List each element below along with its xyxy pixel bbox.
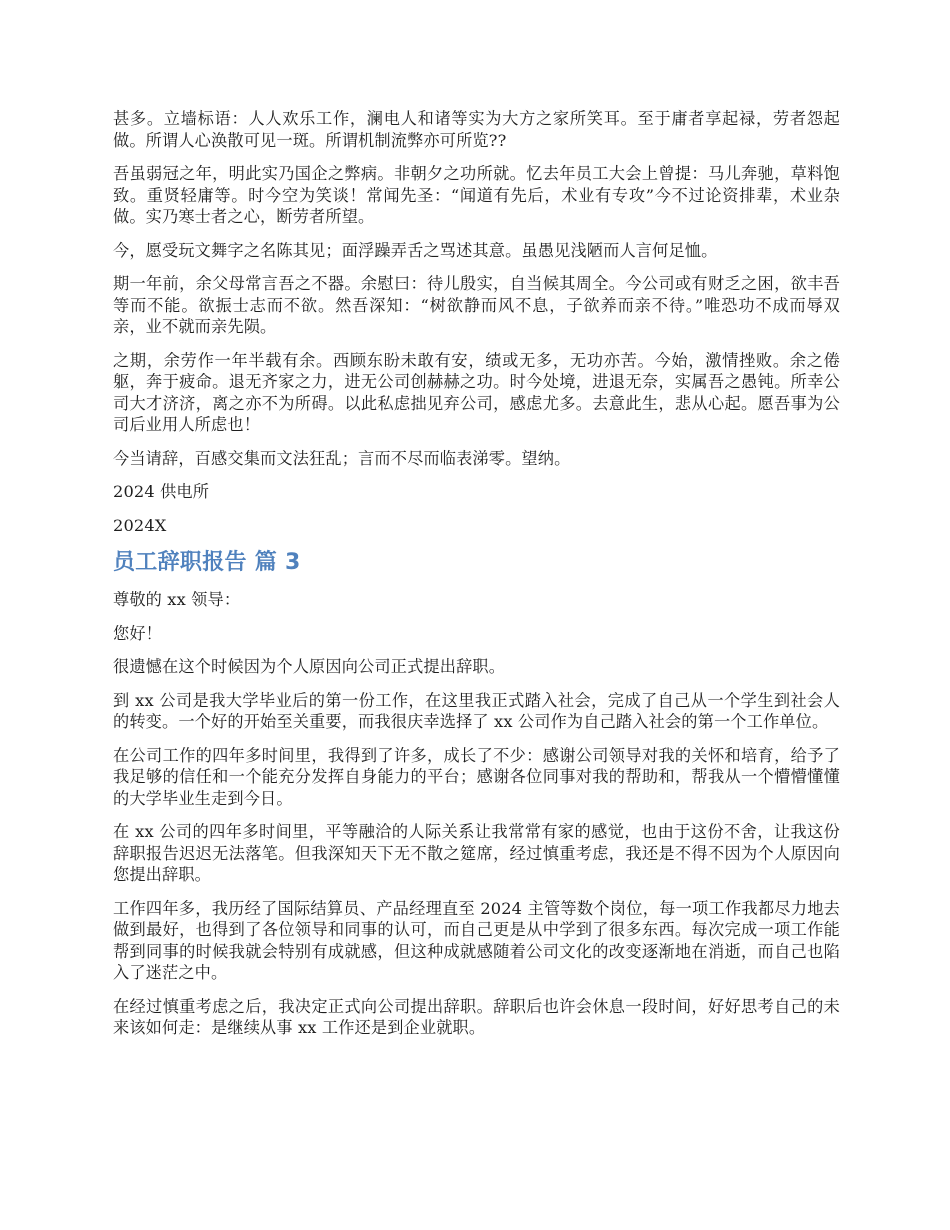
paragraph: 吾虽弱冠之年，明此实乃国企之弊病。非朝夕之功所就。忆去年员工大会上曾提：马儿奔驰，草料饱致。重贤轻庸等。时今空为笑谈！常闻先圣：“闻道有先后，术业有专攻”今不过论资排辈，术业杂做。实乃寒士者之心，断劳者所望。 — [113, 164, 840, 226]
paragraph: 工作四年多，我历经了国际结算员、产品经理直至 2024 主管等数个岗位，每一项工作我都尽力地去做到最好，也得到了各位领导和同事的认可，而自己更是从中学到了很多东西。每次完成一项工作能帮到同事的时候我就会特别有成就感，但这种成就感随着公司文化的改变逐渐地在消逝，而自己也陷入了迷茫之中。 — [113, 898, 840, 982]
signature-date: 2024X — [113, 515, 167, 535]
document-page — [113, 108, 840, 1051]
paragraph: 在经过慎重考虑之后，我决定正式向公司提出辞职。辞职后也许会休息一段时间，好好思考自己的未来该如何走：是继续从事 xx 工作还是到企业就职。 — [113, 996, 840, 1037]
section-heading: 员工辞职报告 篇 3 — [113, 550, 301, 575]
paragraph: 期一年前，余父母常言吾之不器。余慰曰：待儿殷实，自当候其周全。今公司或有财乏之困，欲丰吾等而不能。欲振士志而不欲。然吾深知：“树欲静而风不息，子欲养而亲不待。”唯恐功不成而辱双亲，业不就而亲先陨。 — [113, 274, 840, 336]
paragraph: 今，愿受玩文舞字之名陈其见；面浮躁弄舌之骂述其意。虽愚见浅陋而人言何足恤。 — [113, 240, 718, 260]
signature-organization: 2024 供电所 — [113, 482, 210, 501]
paragraph: 甚多。立墙标语：人人欢乐工作，澜电人和诸等实为大方之家所笑耳。至于庸者享起禄，劳者怨起做。所谓人心涣散可见一斑。所谓机制流弊亦可所览?? — [113, 109, 840, 150]
greeting: 您好！ — [113, 623, 163, 643]
paragraph: 今当请辞，百感交集而文法狂乱；言而不尽而临表涕零。望纳。 — [113, 448, 571, 468]
salutation: 尊敬的 xx 领导： — [113, 590, 241, 609]
paragraph: 到 xx 公司是我大学毕业后的第一份工作，在这里我正式踏入社会，完成了自己从一个学生到社会人的转变。一个好的开始至关重要，而我很庆幸选择了 xx 公司作为自己踏入社会的第一个工作单位。 — [113, 690, 840, 731]
paragraph: 很遗憾在这个时候因为个人原因向公司正式提出辞职。 — [113, 657, 506, 676]
paragraph: 在 xx 公司的四年多时间里，平等融洽的人际关系让我常常有家的感觉，也由于这份不舍，让我这份辞职报告迟迟无法落笔。但我深知天下无不散之筵席，经过慎重考虑，我还是不得不因为个人原因向您提出辞职。 — [113, 822, 840, 884]
paragraph: 在公司工作的四年多时间里，我得到了许多，成长了不少：感谢公司领导对我的关怀和培育，给予了我足够的信任和一个能充分发挥自身能力的平台；感谢各位同事对我的帮助和，帮我从一个懵懵懂懂的大学毕业生走到今日。 — [113, 745, 840, 808]
paragraph: 之期，余劳作一年半载有余。西顾东盼未敢有安，绩或无多，无功亦苦。今始，激情挫败。余之倦躯，奔于疲命。退无齐家之力，进无公司创赫赫之功。时今处境，进退无奈，实属吾之愚钝。所幸公司大才济济，离之亦不为所碍。以此私虑拙见弃公司，感虑尤多。去意此生，悲从心起。愿吾事为公司后业用人所虑也！ — [113, 350, 840, 434]
